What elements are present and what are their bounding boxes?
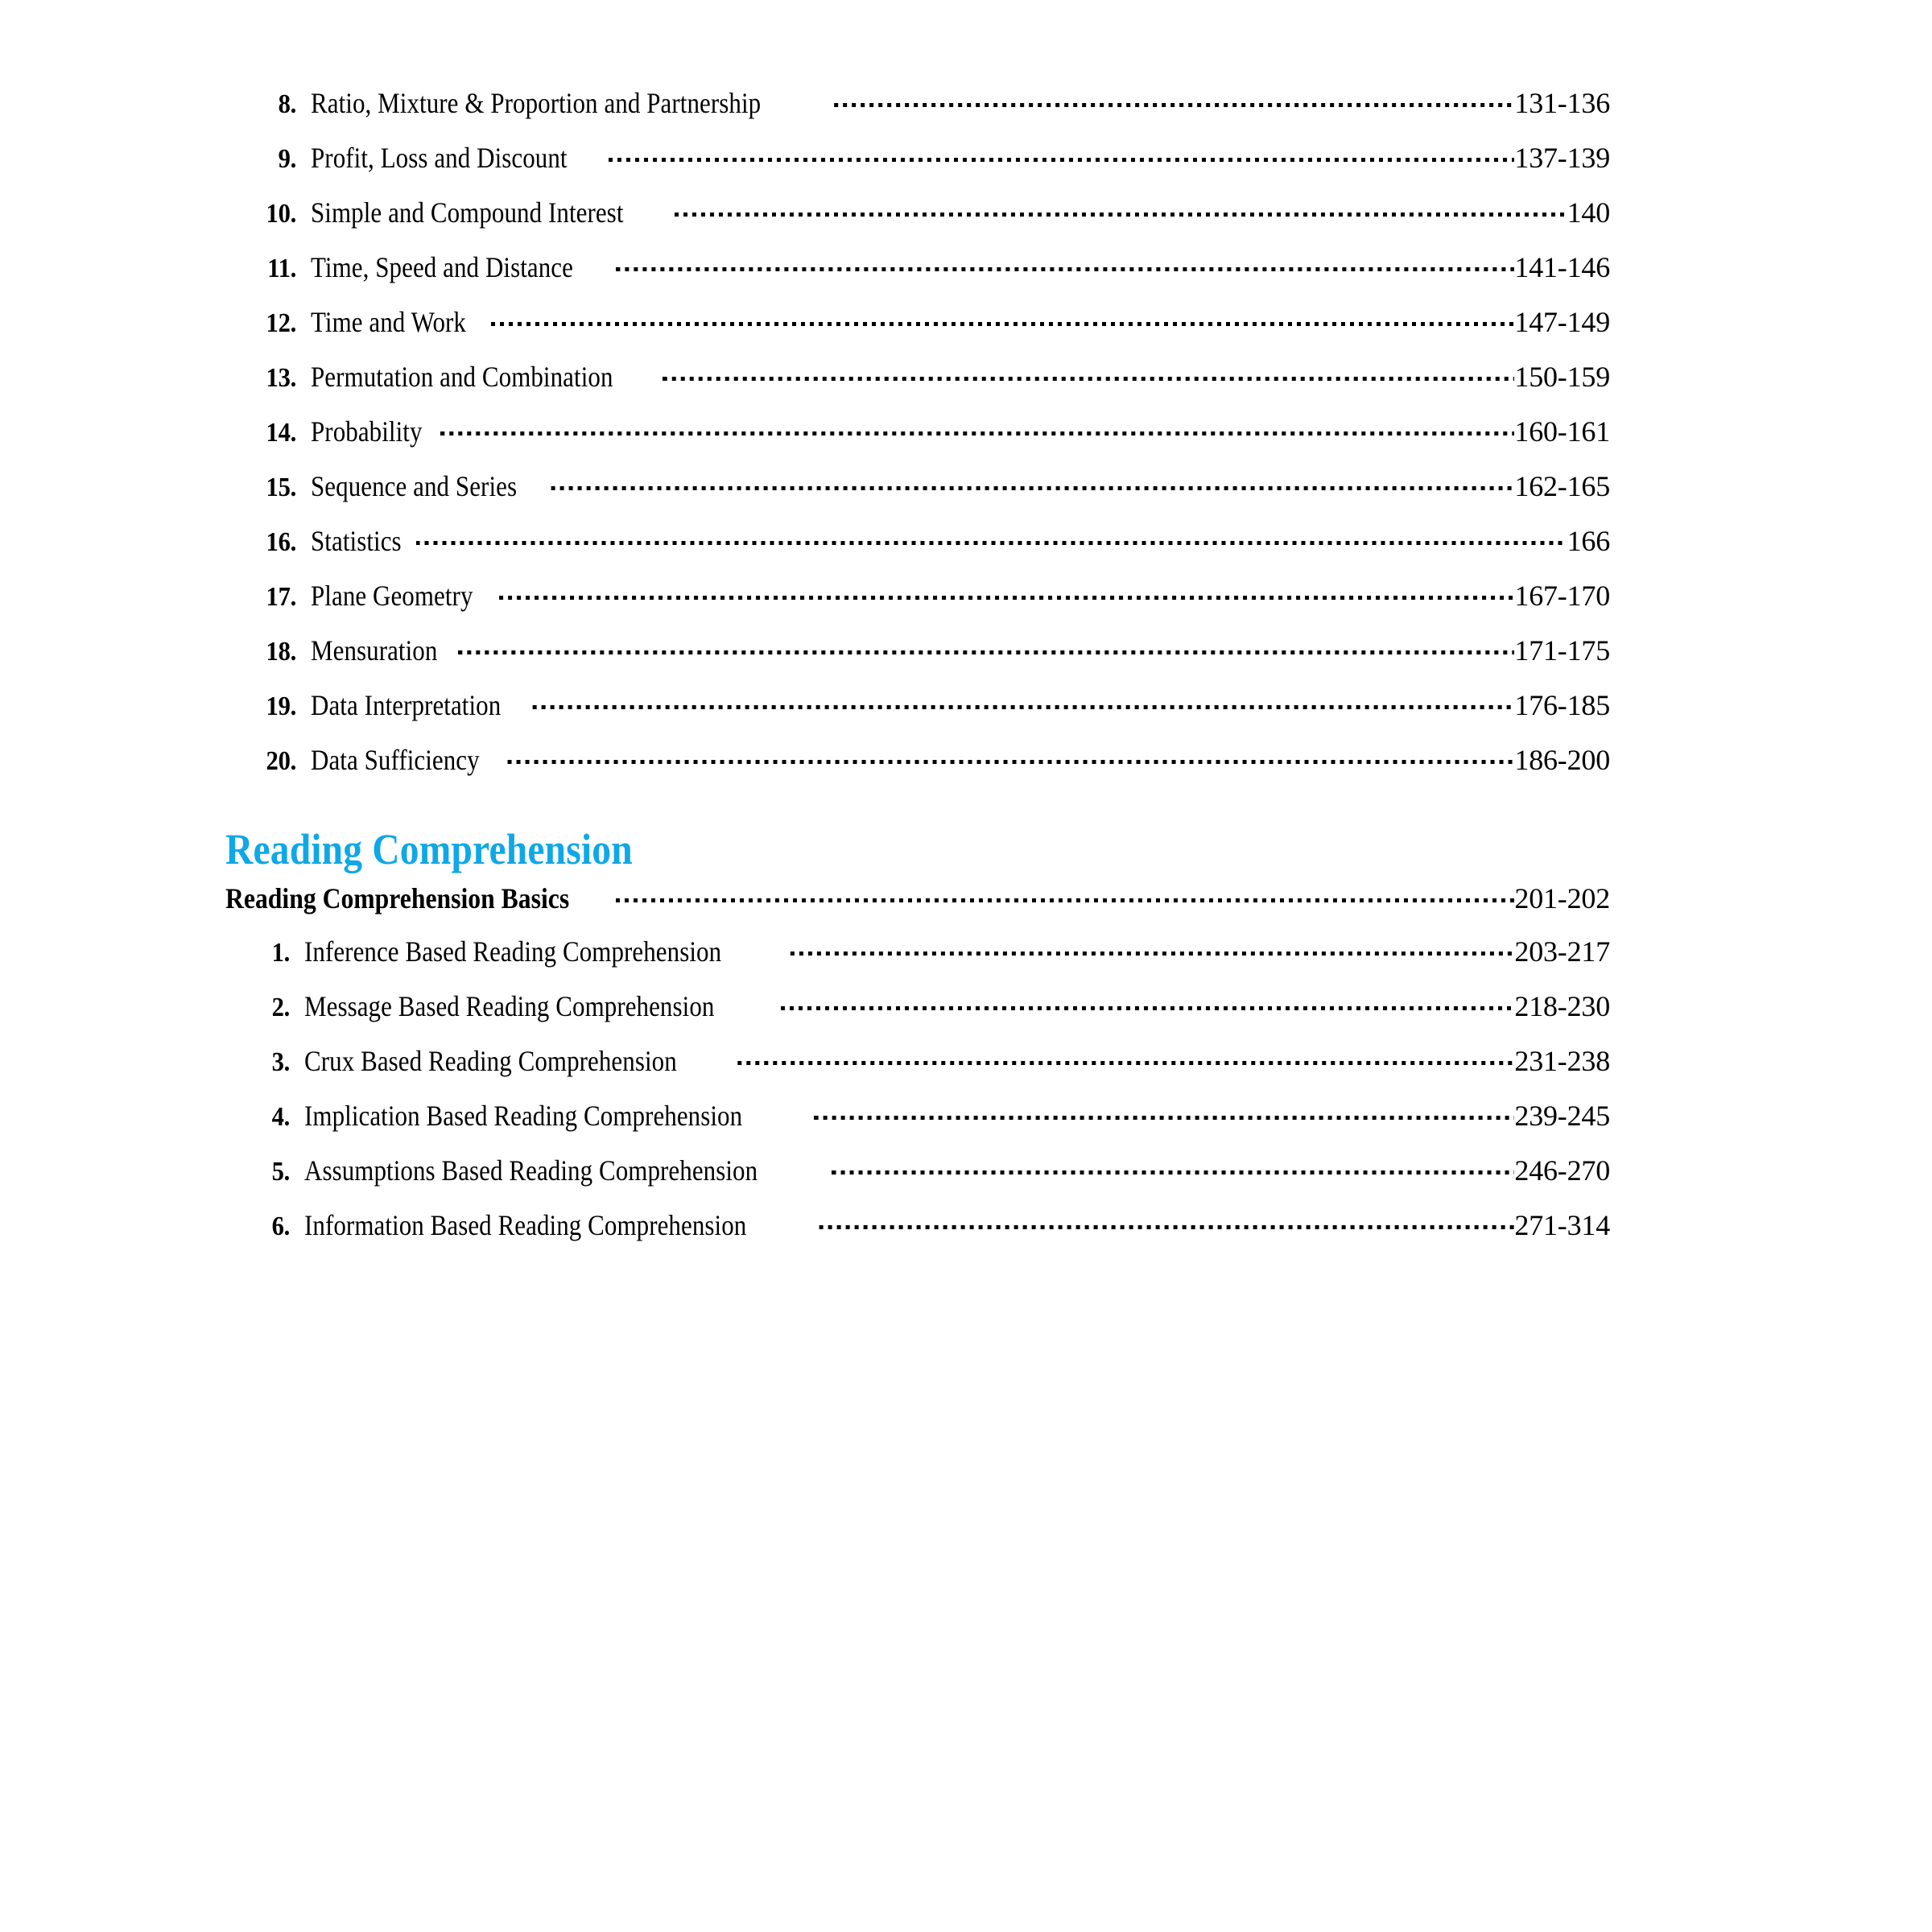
toc-item-title: Implication Based Reading Comprehension bbox=[304, 1100, 743, 1132]
toc-item-number: 15. bbox=[266, 473, 296, 502]
toc-item-number: 9. bbox=[278, 144, 296, 174]
toc-basics-title: Reading Comprehension Basics bbox=[225, 882, 570, 914]
dot-leader bbox=[675, 193, 1567, 222]
dot-leader bbox=[790, 932, 1515, 961]
toc-item-title: Data Sufficiency bbox=[311, 744, 480, 776]
toc-item-title: Ratio, Mixture & Proportion and Partnership bbox=[311, 87, 762, 119]
toc-item-title: Assumptions Based Reading Comprehension bbox=[304, 1154, 758, 1187]
toc-item-pages: 176-185 bbox=[1514, 689, 1610, 721]
toc-item-title: Message Based Reading Comprehension bbox=[304, 990, 715, 1022]
toc-item-title: Permutation and Combination bbox=[311, 361, 613, 393]
toc-item-number: 10. bbox=[266, 199, 296, 229]
toc-row[interactable] bbox=[225, 987, 1610, 1042]
toc-item-pages: 186-200 bbox=[1514, 744, 1610, 776]
dot-leader bbox=[819, 1206, 1515, 1235]
dot-leader bbox=[737, 1042, 1514, 1071]
toc-item-title: Mensuration bbox=[311, 634, 438, 667]
toc-item-title: Data Interpretation bbox=[311, 689, 502, 721]
toc-item-number: 19. bbox=[266, 691, 296, 721]
dot-leader bbox=[499, 576, 1514, 605]
toc-item-number: 5. bbox=[271, 1157, 290, 1187]
toc-row[interactable] bbox=[225, 138, 1610, 193]
toc-item-number: 20. bbox=[266, 746, 296, 776]
toc-item-title: Information Based Reading Comprehension bbox=[304, 1209, 747, 1241]
toc-item-number: 4. bbox=[271, 1102, 290, 1132]
dot-leader bbox=[551, 467, 1515, 496]
toc-item-number: 18. bbox=[266, 637, 296, 667]
toc-item-number: 16. bbox=[266, 527, 296, 557]
toc-row[interactable] bbox=[225, 467, 1610, 522]
dot-leader bbox=[781, 987, 1514, 1016]
toc-item-number: 3. bbox=[271, 1047, 290, 1077]
toc-item-title: Statistics bbox=[311, 525, 402, 557]
section-heading-reading-comprehension: Reading Comprehension bbox=[225, 825, 633, 873]
toc-row-basics[interactable] bbox=[225, 879, 1610, 932]
dot-leader bbox=[616, 248, 1514, 277]
dot-leader bbox=[416, 522, 1567, 551]
toc-item-number: 14. bbox=[266, 418, 296, 448]
toc-item-pages: 166 bbox=[1567, 525, 1610, 557]
toc-item-pages: 140 bbox=[1567, 196, 1610, 229]
dot-leader bbox=[663, 357, 1515, 386]
toc-item-number: 11. bbox=[267, 254, 296, 283]
toc-row[interactable] bbox=[225, 84, 1610, 138]
toc-item-pages: 271-314 bbox=[1514, 1209, 1610, 1241]
toc-item-number: 12. bbox=[266, 308, 296, 338]
toc-item-pages: 203-217 bbox=[1514, 935, 1610, 968]
dot-leader bbox=[832, 1151, 1515, 1180]
toc-item-pages: 150-159 bbox=[1514, 361, 1610, 393]
toc-item-pages: 131-136 bbox=[1514, 87, 1610, 119]
toc-item-pages: 162-165 bbox=[1514, 470, 1610, 502]
toc-row[interactable] bbox=[225, 357, 1610, 412]
dot-leader bbox=[458, 631, 1514, 660]
toc-row[interactable] bbox=[225, 1042, 1610, 1096]
dot-leader bbox=[507, 741, 1515, 770]
toc-row[interactable] bbox=[225, 932, 1610, 987]
toc-item-number: 6. bbox=[271, 1212, 290, 1241]
toc-item-pages: 160-161 bbox=[1514, 415, 1610, 448]
dot-leader bbox=[814, 1096, 1515, 1125]
toc-item-pages: 137-139 bbox=[1514, 142, 1610, 174]
toc-row[interactable] bbox=[225, 1096, 1610, 1151]
toc-item-number: 17. bbox=[266, 582, 296, 612]
toc-item-pages: 218-230 bbox=[1514, 990, 1610, 1022]
toc-row[interactable] bbox=[225, 303, 1610, 357]
toc-row[interactable] bbox=[225, 1206, 1610, 1261]
dot-leader bbox=[532, 686, 1515, 715]
toc-item-pages: 239-245 bbox=[1514, 1100, 1610, 1132]
toc-item-pages: 231-238 bbox=[1514, 1045, 1610, 1077]
toc-basics-pages: 201-202 bbox=[1514, 882, 1610, 914]
toc-item-number: 8. bbox=[278, 89, 296, 119]
toc-item-title: Plane Geometry bbox=[311, 580, 473, 612]
toc-item-title: Inference Based Reading Comprehension bbox=[304, 935, 722, 968]
toc-item-pages: 246-270 bbox=[1514, 1154, 1610, 1187]
toc-item-pages: 167-170 bbox=[1514, 580, 1610, 612]
toc-item-number: 13. bbox=[266, 363, 296, 393]
toc-row[interactable] bbox=[225, 193, 1610, 248]
toc-item-title: Crux Based Reading Comprehension bbox=[304, 1045, 677, 1077]
toc-row[interactable] bbox=[225, 686, 1610, 741]
toc-row[interactable] bbox=[225, 741, 1610, 795]
toc-item-title: Sequence and Series bbox=[311, 470, 518, 502]
toc-item-title: Profit, Loss and Discount bbox=[311, 142, 568, 174]
toc-content bbox=[225, 84, 1610, 1261]
toc-item-title: Probability bbox=[311, 415, 423, 448]
toc-item-title: Time and Work bbox=[311, 306, 467, 338]
toc-list-quantitative bbox=[225, 84, 1610, 795]
toc-row[interactable] bbox=[225, 1151, 1610, 1206]
toc-item-number: 2. bbox=[271, 993, 290, 1022]
toc-list-reading-comprehension bbox=[225, 932, 1610, 1261]
toc-row[interactable] bbox=[225, 576, 1610, 631]
toc-item-title: Simple and Compound Interest bbox=[311, 196, 624, 229]
toc-item-pages: 171-175 bbox=[1514, 634, 1610, 667]
dot-leader bbox=[491, 303, 1514, 332]
dot-leader bbox=[440, 412, 1514, 441]
toc-row[interactable] bbox=[225, 412, 1610, 467]
toc-item-pages: 147-149 bbox=[1514, 306, 1610, 338]
toc-item-number: 1. bbox=[271, 938, 290, 968]
toc-row[interactable] bbox=[225, 522, 1610, 576]
toc-row[interactable] bbox=[225, 248, 1610, 303]
dot-leader bbox=[616, 879, 1514, 908]
dot-leader bbox=[834, 84, 1514, 113]
dot-leader bbox=[609, 138, 1514, 167]
toc-item-pages: 141-146 bbox=[1514, 251, 1610, 283]
toc-row[interactable] bbox=[225, 631, 1610, 686]
toc-item-title: Time, Speed and Distance bbox=[311, 251, 573, 283]
